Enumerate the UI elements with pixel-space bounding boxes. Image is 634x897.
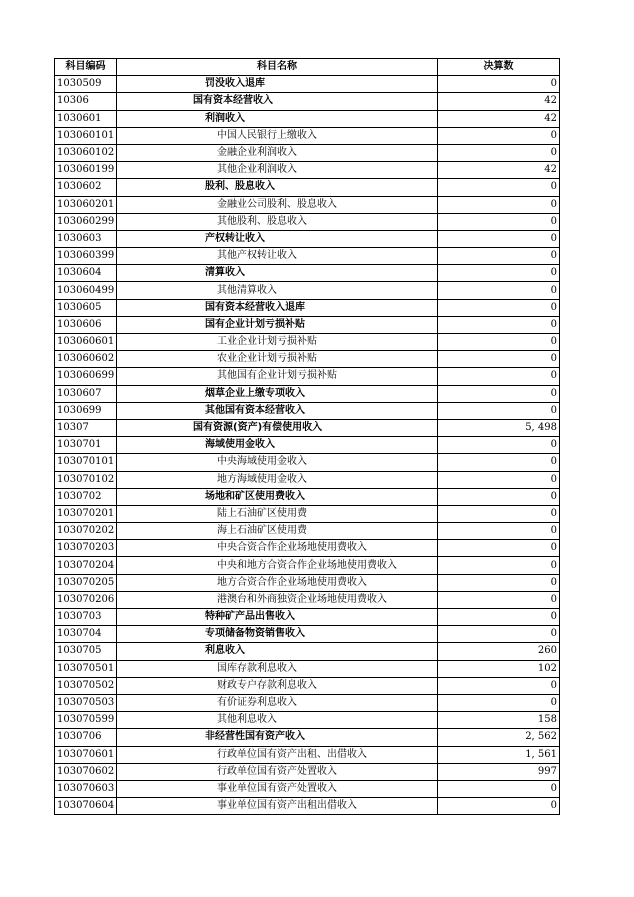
row-name: 其他股利、股息收入 <box>117 213 438 230</box>
table-row <box>55 351 560 368</box>
row-amount: 1, 561 <box>438 746 560 763</box>
row-code: 103070102 <box>55 471 117 488</box>
row-amount: 2, 562 <box>438 729 560 746</box>
row-name: 其他利息收入 <box>117 712 438 729</box>
row-code: 103060199 <box>55 162 117 179</box>
row-code: 1030699 <box>55 402 117 419</box>
row-code: 1030704 <box>55 626 117 643</box>
row-name: 特种矿产品出售收入 <box>117 609 438 626</box>
row-name: 国库存款利息收入 <box>117 660 438 677</box>
row-code: 103070503 <box>55 694 117 711</box>
row-name: 金融业公司股利、股息收入 <box>117 196 438 213</box>
row-code: 103070205 <box>55 574 117 591</box>
row-amount: 0 <box>438 454 560 471</box>
table-row <box>55 780 560 797</box>
row-amount: 0 <box>438 316 560 333</box>
revenue-table <box>54 58 560 815</box>
row-name: 中央合资合作企业场地使用费收入 <box>117 540 438 557</box>
table-row <box>55 626 560 643</box>
row-amount: 0 <box>438 179 560 196</box>
row-amount: 0 <box>438 609 560 626</box>
table-row <box>55 162 560 179</box>
row-amount: 0 <box>438 127 560 144</box>
row-name: 烟草企业上缴专项收入 <box>117 385 438 402</box>
row-name: 事业单位国有资产出租出借收入 <box>117 798 438 815</box>
table-row <box>55 729 560 746</box>
table-row <box>55 179 560 196</box>
row-code: 103060499 <box>55 282 117 299</box>
row-code: 103070202 <box>55 523 117 540</box>
table-row <box>55 196 560 213</box>
table-row <box>55 419 560 436</box>
row-name: 其他产权转让收入 <box>117 248 438 265</box>
row-name: 专项储备物资销售收入 <box>117 626 438 643</box>
row-name: 中国人民银行上缴收入 <box>117 127 438 144</box>
row-code: 103070201 <box>55 505 117 522</box>
row-amount: 0 <box>438 591 560 608</box>
table-row <box>55 76 560 93</box>
table-row <box>55 265 560 282</box>
row-code: 1030601 <box>55 110 117 127</box>
row-amount: 0 <box>438 488 560 505</box>
row-code: 103070601 <box>55 746 117 763</box>
row-code: 103070603 <box>55 780 117 797</box>
row-amount: 0 <box>438 626 560 643</box>
table-row <box>55 334 560 351</box>
row-name: 利息收入 <box>117 643 438 660</box>
row-code: 1030705 <box>55 643 117 660</box>
table-row <box>55 299 560 316</box>
table-row <box>55 402 560 419</box>
row-code: 1030706 <box>55 729 117 746</box>
row-code: 103070602 <box>55 763 117 780</box>
row-name: 地方海域使用金收入 <box>117 471 438 488</box>
header-name: 科目名称 <box>117 59 438 76</box>
row-name: 行政单位国有资产处置收入 <box>117 763 438 780</box>
row-name: 陆上石油矿区使用费 <box>117 505 438 522</box>
row-name: 财政专户存款利息收入 <box>117 677 438 694</box>
row-amount: 0 <box>438 385 560 402</box>
row-code: 1030604 <box>55 265 117 282</box>
table-row <box>55 437 560 454</box>
row-code: 1030603 <box>55 230 117 247</box>
row-code: 1030509 <box>55 76 117 93</box>
row-code: 103060602 <box>55 351 117 368</box>
table-row <box>55 609 560 626</box>
row-amount: 0 <box>438 351 560 368</box>
table-row <box>55 385 560 402</box>
row-name: 金融企业利润收入 <box>117 144 438 161</box>
table-row <box>55 471 560 488</box>
row-code: 103070501 <box>55 660 117 677</box>
table-row <box>55 746 560 763</box>
row-amount: 0 <box>438 557 560 574</box>
row-amount: 42 <box>438 162 560 179</box>
row-name: 清算收入 <box>117 265 438 282</box>
table-row <box>55 798 560 815</box>
row-name: 股利、股息收入 <box>117 179 438 196</box>
table-row <box>55 368 560 385</box>
table-row <box>55 540 560 557</box>
row-name: 其他国有企业计划亏损补贴 <box>117 368 438 385</box>
table-row <box>55 316 560 333</box>
table-row <box>55 488 560 505</box>
row-amount: 260 <box>438 643 560 660</box>
table-row <box>55 763 560 780</box>
row-name: 国有资源(资产)有偿使用收入 <box>117 419 438 436</box>
row-name: 其他清算收入 <box>117 282 438 299</box>
row-name: 中央和地方合资合作企业场地使用费收入 <box>117 557 438 574</box>
row-code: 103070502 <box>55 677 117 694</box>
row-amount: 0 <box>438 694 560 711</box>
row-code: 1030602 <box>55 179 117 196</box>
row-name: 国有资本经营收入 <box>117 93 438 110</box>
table-row <box>55 557 560 574</box>
header-code: 科目编码 <box>55 59 117 76</box>
table-row <box>55 127 560 144</box>
row-amount: 42 <box>438 110 560 127</box>
row-name: 其他企业利润收入 <box>117 162 438 179</box>
row-amount: 0 <box>438 471 560 488</box>
table-row <box>55 248 560 265</box>
row-code: 1030701 <box>55 437 117 454</box>
row-name: 利润收入 <box>117 110 438 127</box>
row-amount: 0 <box>438 523 560 540</box>
row-code: 1030606 <box>55 316 117 333</box>
row-code: 103070604 <box>55 798 117 815</box>
row-name: 事业单位国有资产处置收入 <box>117 780 438 797</box>
row-code: 103060399 <box>55 248 117 265</box>
row-amount: 0 <box>438 334 560 351</box>
table-row <box>55 523 560 540</box>
row-code: 103070206 <box>55 591 117 608</box>
row-amount: 42 <box>438 93 560 110</box>
row-amount: 0 <box>438 265 560 282</box>
header-row <box>55 59 560 76</box>
row-name: 场地和矿区使用费收入 <box>117 488 438 505</box>
row-code: 103060299 <box>55 213 117 230</box>
row-amount: 0 <box>438 540 560 557</box>
table-row <box>55 677 560 694</box>
row-amount: 0 <box>438 574 560 591</box>
row-code: 103060201 <box>55 196 117 213</box>
row-amount: 0 <box>438 282 560 299</box>
table-row <box>55 213 560 230</box>
row-name: 产权转让收入 <box>117 230 438 247</box>
row-amount: 0 <box>438 299 560 316</box>
row-amount: 0 <box>438 798 560 815</box>
row-amount: 0 <box>438 677 560 694</box>
row-amount: 0 <box>438 230 560 247</box>
row-amount: 0 <box>438 196 560 213</box>
row-name: 罚没收入退库 <box>117 76 438 93</box>
row-code: 1030702 <box>55 488 117 505</box>
row-amount: 0 <box>438 437 560 454</box>
row-amount: 0 <box>438 368 560 385</box>
table-row <box>55 110 560 127</box>
row-amount: 0 <box>438 505 560 522</box>
row-amount: 158 <box>438 712 560 729</box>
row-amount: 997 <box>438 763 560 780</box>
table-row <box>55 144 560 161</box>
row-code: 103070599 <box>55 712 117 729</box>
row-name: 中央海域使用金收入 <box>117 454 438 471</box>
header-amount: 决算数 <box>438 59 560 76</box>
table-row <box>55 660 560 677</box>
row-amount: 0 <box>438 144 560 161</box>
row-name: 海域使用金收入 <box>117 437 438 454</box>
row-amount: 0 <box>438 213 560 230</box>
table-row <box>55 282 560 299</box>
table-row <box>55 93 560 110</box>
row-code: 103060101 <box>55 127 117 144</box>
row-code: 10306 <box>55 93 117 110</box>
row-code: 103060601 <box>55 334 117 351</box>
row-name: 非经营性国有资产收入 <box>117 729 438 746</box>
row-name: 国有资本经营收入退库 <box>117 299 438 316</box>
row-amount: 0 <box>438 248 560 265</box>
row-code: 1030605 <box>55 299 117 316</box>
row-code: 103070203 <box>55 540 117 557</box>
table-row <box>55 712 560 729</box>
table-row <box>55 505 560 522</box>
row-name: 国有企业计划亏损补贴 <box>117 316 438 333</box>
row-code: 103060699 <box>55 368 117 385</box>
row-amount: 0 <box>438 402 560 419</box>
row-code: 10307 <box>55 419 117 436</box>
row-code: 103070101 <box>55 454 117 471</box>
row-name: 行政单位国有资产出租、出借收入 <box>117 746 438 763</box>
row-name: 地方合资合作企业场地使用费收入 <box>117 574 438 591</box>
table-row <box>55 574 560 591</box>
row-name: 工业企业计划亏损补贴 <box>117 334 438 351</box>
row-name: 有价证券利息收入 <box>117 694 438 711</box>
row-amount: 0 <box>438 76 560 93</box>
row-name: 农业企业计划亏损补贴 <box>117 351 438 368</box>
row-name: 其他国有资本经营收入 <box>117 402 438 419</box>
table-row <box>55 454 560 471</box>
row-name: 海上石油矿区使用费 <box>117 523 438 540</box>
row-amount: 5, 498 <box>438 419 560 436</box>
table-row <box>55 591 560 608</box>
row-code: 1030703 <box>55 609 117 626</box>
row-name: 港澳台和外商独资企业场地使用费收入 <box>117 591 438 608</box>
table-row <box>55 230 560 247</box>
row-code: 103070204 <box>55 557 117 574</box>
row-code: 1030607 <box>55 385 117 402</box>
row-amount: 0 <box>438 780 560 797</box>
row-amount: 102 <box>438 660 560 677</box>
row-code: 103060102 <box>55 144 117 161</box>
table-row <box>55 643 560 660</box>
table-row <box>55 694 560 711</box>
